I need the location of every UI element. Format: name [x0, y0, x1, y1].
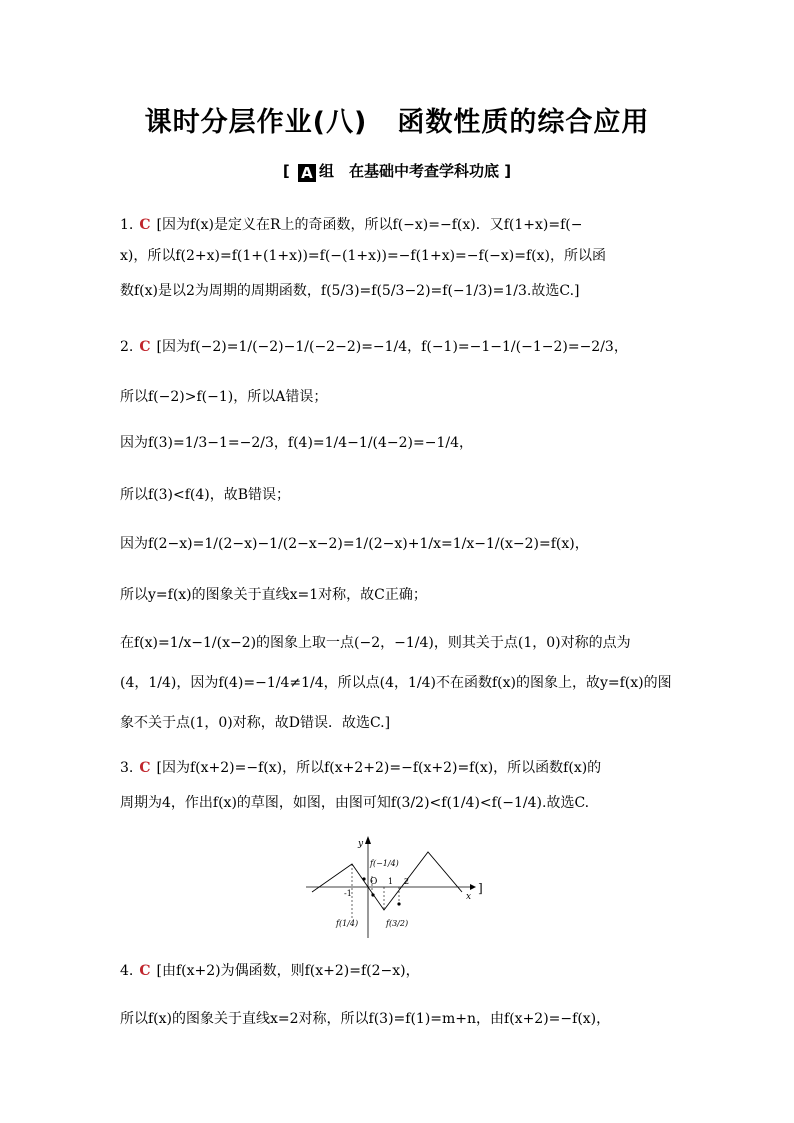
q1-line-2: x)，所以f(2+x)=f(1+(1+x))=f(−(1+x))=−f(1+x)=−f(−x)=f(x)，所以函	[120, 248, 606, 264]
q1-text-1: [因为f(x)是定义在R上的奇函数，所以f(−x)=−f(x)．又f(1+x)=f(−	[156, 217, 583, 233]
q2-line-1	[120, 336, 680, 356]
tick-1-label: 1	[388, 877, 394, 886]
tick-neg1-label: -1	[344, 889, 352, 898]
y-axis-arrow	[365, 836, 371, 844]
q3-answer: C	[139, 760, 151, 776]
title-main: 课时分层作业(八)	[144, 107, 368, 138]
x-axis-arrow	[470, 884, 476, 890]
origin-label: O	[370, 877, 378, 887]
label-f-neg-quarter: f(−1/4)	[370, 859, 399, 868]
group-label: 组 在基础中考查学科功底	[318, 162, 499, 180]
x-axis-label: x	[466, 892, 472, 902]
q3-line-1	[120, 757, 680, 777]
q2-line-3: 因为f(3)=1/3−1=−2/3，f(4)=1/4−1/(4−2)=−1/4，	[120, 435, 473, 451]
q3-line-2: 周期为4，作出f(x)的草图，如图，由图可知f(3/2)<f(1/4)<f(−1/4).故选C.	[120, 795, 590, 811]
q4-number: 4.	[120, 963, 134, 979]
q2-number: 2.	[120, 339, 134, 355]
q1-answer: C	[139, 217, 151, 233]
q2-answer: C	[139, 339, 151, 355]
q2-text-1: [因为f(−2)=1/(−2)−1/(−2−2)=−1/4，f(−1)=−1−1/(−1−2)=−2/3，	[156, 339, 628, 355]
group-bracket-right: ]	[504, 162, 512, 180]
point-three-half	[397, 902, 400, 905]
point-neg-quarter	[362, 877, 365, 880]
tick-2-label: 2	[404, 877, 410, 886]
group-letter-badge: A	[298, 164, 316, 182]
q2-line-6: 所以y=f(x)的图象关于直线x=1对称，故C正确；	[120, 587, 427, 603]
q3-number: 3.	[120, 760, 134, 776]
page-title	[0, 100, 794, 139]
q4-answer: C	[139, 963, 151, 979]
group-heading	[0, 160, 794, 182]
q4-line-2: 所以f(x)的图象关于直线x=2对称，所以f(3)=f(1)=m+n，由f(x+2)=−f(x)，	[120, 1011, 611, 1027]
label-f-three-half: f(3/2)	[386, 919, 409, 928]
q4-line-1	[120, 960, 680, 980]
group-bracket-left: [	[282, 162, 290, 180]
q3-graph-svg	[306, 832, 492, 940]
title-sub: 函数性质的综合应用	[397, 107, 650, 138]
q3-text-1: [因为f(x+2)=−f(x)，所以f(x+2+2)=−f(x+2)=f(x)，所以函数f(x)的	[156, 760, 602, 776]
q2-line-7: 在f(x)=1/x−1/(x−2)的图象上取一点(−2，−1/4)，则其关于点(1，0)对称的点为	[120, 635, 631, 651]
q4-text-1: [由f(x+2)为偶函数，则f(x+2)=f(2−x)，	[156, 963, 420, 979]
q1-line-3: 数f(x)是以2为周期的周期函数，f(5/3)=f(5/3−2)=f(−1/3)=1/3.故选C.]	[120, 283, 580, 299]
q2-line-8: (4，1/4)，因为f(4)=−1/4≠1/4，所以点(4，1/4)不在函数f(x)的图象上，故y=f(x)的图	[120, 675, 672, 691]
q1-line-1	[120, 214, 680, 234]
graph-closing-bracket: ]	[478, 881, 483, 895]
point-quarter	[371, 893, 374, 896]
q2-line-4: 所以f(3)<f(4)，故B错误；	[120, 487, 291, 503]
q2-line-2: 所以f(−2)>f(−1)，所以A错误；	[120, 389, 328, 405]
q2-line-5: 因为f(2−x)=1/(2−x)−1/(2−x−2)=1/(2−x)+1/x=1/x−1/(x−2)=f(x)，	[120, 536, 589, 552]
q2-line-9: 象不关于点(1，0)对称，故D错误．故选C.]	[120, 715, 391, 731]
y-axis-label: y	[358, 839, 364, 849]
label-f-quarter: f(1/4)	[336, 919, 359, 928]
q3-sketch-graph	[306, 832, 492, 940]
q1-number: 1.	[120, 217, 134, 233]
